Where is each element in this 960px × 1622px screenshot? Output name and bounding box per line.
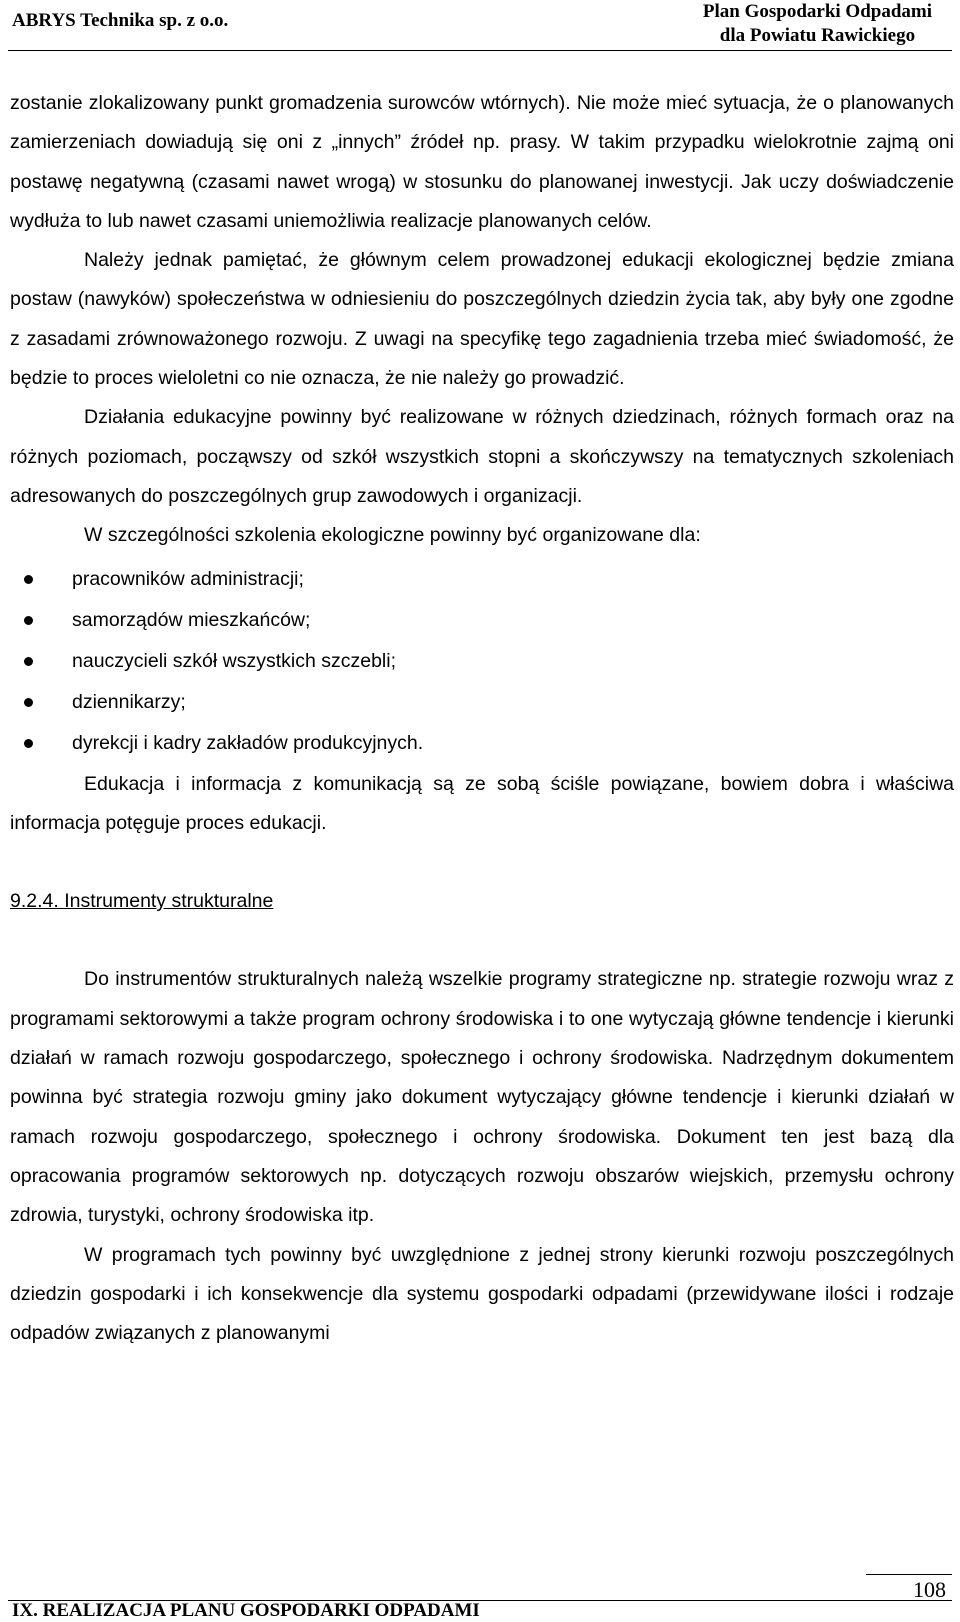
paragraph-2: Należy jednak pamiętać, że głównym celem prowadzonej edukacji ekologicznej będzie zmiana postaw (nawyków) społeczeństwa w odniesieniu do poszczególnych dziedzin życia tak, aby były one zgodne z zasadami zrównoważonego rozwoju. Z uwagi na specyfikę tego zagadnienia trzeba mieć świadomość, że będzie to proces wieloletni co nie oznacza, że nie należy go prowadzić. bbox=[10, 249, 954, 390]
paragraph-4: W szczególności szkolenia ekologiczne powinny być organizowane dla: bbox=[84, 524, 701, 547]
bullet-icon bbox=[24, 698, 33, 707]
header-rule bbox=[8, 50, 952, 51]
paragraph-3: Działania edukacyjne powinny być realizowane w różnych dziedzinach, różnych formach oraz na różnych poziomach, począwszy od szkół wszystkich stopni a skończywszy na tematycznych szkoleniach adresowanych do poszczególnych grup zawodowych i organizacji. bbox=[10, 406, 954, 507]
company-name: ABRYS Technika sp. z o.o. bbox=[12, 10, 229, 31]
page-number-rule bbox=[866, 1574, 952, 1575]
chapter-title: IX. REALIZACJA PLANU GOSPODARKI ODPADAMI bbox=[12, 1600, 480, 1621]
bullet-icon bbox=[24, 739, 33, 748]
paragraph-1: zostanie zlokalizowany punkt gromadzenia surowców wtórnych). Nie może mieć sytuacja, że o planowanych zamierzeniach dowiadują się oni z „innych” źródeł np. prasy. W takim przypadku wielokrotnie zajmą oni postawę negatywną (czasami nawet wrogą) w stosunku do planowanej inwestycji. Jak uczy doświadczenie wydłuża to lub nawet czasami uniemożliwia realizacje planowanych celów. bbox=[10, 92, 954, 232]
bullet-icon bbox=[24, 616, 33, 625]
document-title bbox=[703, 0, 932, 48]
training-audience-list bbox=[10, 559, 954, 765]
document-title-line1: Plan Gospodarki Odpadami bbox=[702, 1, 932, 22]
paragraph-7: W programach tych powinny być uwzględnione z jednej strony kierunki rozwoju poszczególnych dziedzin gospodarki i ich konsekwencje dla systemu gospodarki odpadami (przewidywane ilości i rodzaje odpadów związanych z planowanymi bbox=[10, 1243, 954, 1345]
paragraph-5: Edukacja i informacja z komunikacją są ze sobą ściśle powiązane, bowiem dobra i właściwa informacja potęguje proces edukacji. bbox=[10, 772, 954, 834]
section-heading: 9.2.4. Instrumenty strukturalne bbox=[10, 890, 274, 913]
list-item: dziennikarzy; bbox=[10, 682, 954, 723]
list-item: nauczycieli szkół wszystkich szczebli; bbox=[10, 641, 954, 682]
bullet-icon bbox=[24, 575, 33, 584]
page-number: 108 bbox=[913, 1577, 946, 1602]
list-item: samorządów mieszkańców; bbox=[10, 600, 954, 641]
document-title-line2: dla Powiatu Rawickiego bbox=[719, 25, 916, 46]
page-header bbox=[0, 0, 960, 52]
document-body bbox=[10, 84, 954, 1353]
bullet-icon bbox=[24, 657, 33, 666]
list-item: pracowników administracji; bbox=[10, 559, 954, 600]
paragraph-6: Do instrumentów strukturalnych należą wszelkie programy strategiczne np. strategie rozwoju wraz z programami sektorowymi a także program ochrony środowiska i to one wytyczają główne tendencje i kierunki działań w ramach rozwoju gospodarczego, społecznego i ochrony środowiska. Nadrzędnym dokumentem powinna być strategia rozwoju gminy jako dokument wytyczający główne tendencje i kierunki działań w ramach rozwoju gospodarczego, społecznego i ochrony środowiska. Dokument ten jest bazą dla opracowania programów sektorowych np. dotyczących rozwoju obszarów wiejskich, przemysłu ochrony zdrowia, turystyki, ochrony środowiska itp. bbox=[10, 968, 954, 1227]
list-item: dyrekcji i kadry zakładów produkcyjnych. bbox=[10, 723, 954, 764]
